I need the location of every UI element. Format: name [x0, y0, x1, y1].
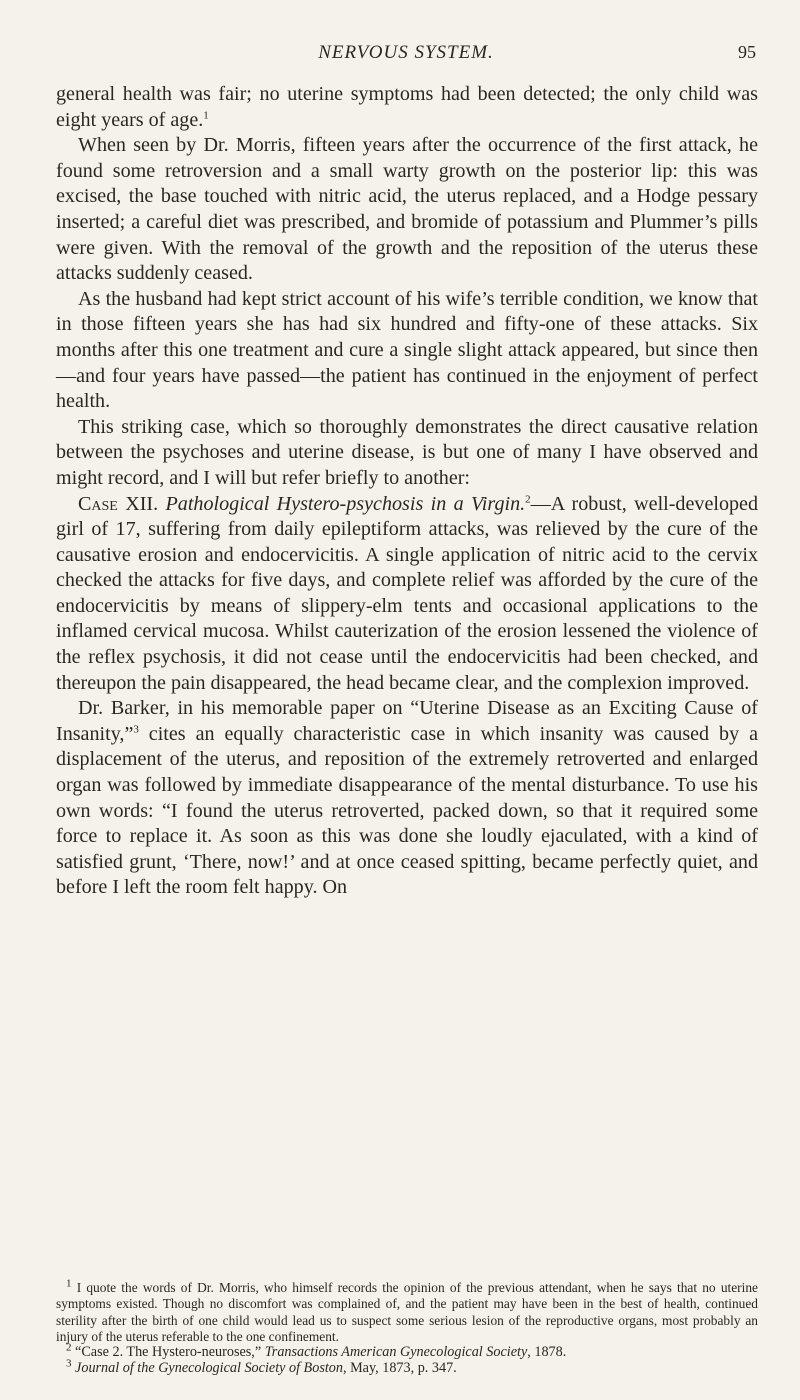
- footnote-1: [56, 1277, 758, 1345]
- case-text: —A robust, well-developed girl of 17, suffering from daily epileptiform attacks, was relieved by the cure of the causative erosion and endocervicitis. A single application of nitric acid to the cervix checked the attacks for five days, and complete relief was afforded by the cure of the endocervicitis by means of slippery-elm tents and occasional applications to the inflamed cervical mucosa. Whilst cauterization of the erosion lessened the violence of the reflex psychosis, it did not cease until the endocervicitis had been checked, and thereupon the pain disappeared, the head became clear, and the complexion improved.: [56, 492, 759, 694]
- footnote-3: [56, 1357, 758, 1377]
- running-title: NERVOUS SYSTEM.: [318, 42, 494, 63]
- paragraph-2: When seen by Dr. Morris, fifteen years after the occurrence of the first attack, he found some retroversion and a small warty growth on the posterior lip: this was excised, the base touched with nitric acid, the uterus replaced, and a Hodge pessary inserted; a careful diet was prescribed, and bromide of potassium and Plummer’s pills were given. With the removal of the growth and the reposition of the uterus these attacks suddenly ceased.: [56, 134, 758, 285]
- running-head: [56, 40, 756, 68]
- footnote-1-text: I quote the words of Dr. Morris, who himself records the opinion of the previous attendant, when he says that no uterine symptoms existed. Though no discomfort was complained of, and the patient may have been in the best of health, continued sterility after the birth of one child would lead us to suspect some serious lesion of the reproductive organs, most probably an injury of the uterus referable to the one confinement.: [56, 1280, 758, 1344]
- footnote-2-text-b: , 1878.: [527, 1344, 567, 1361]
- paragraph-1-text: general health was fair; no uterine symptoms had been detected; the only child was eight years of age.: [56, 83, 758, 131]
- paragraph-barker-text-a: Dr. Barker, in his memorable paper on “Uterine Disease as an Exciting Cause of Insanity,”: [56, 697, 758, 745]
- paragraph-3: As the husband had kept strict account of his wife’s terrible condition, we know that in those fifteen years she has had six hundred and fifty-one of these attacks. Six months after this one treatment and cure a single slight attack appeared, but since then—and four years have passed—the patient has continued in the enjoyment of perfect health.: [56, 287, 758, 413]
- footnote-3-mark: 3: [66, 1357, 72, 1370]
- footnote-ref-2: 2: [525, 492, 531, 505]
- paragraph-4: This striking case, which so thoroughly demonstrates the direct causative relation between the psychoses and uterine disease, is but one of many I have observed and might record, and I will but refer briefly to another:: [56, 415, 758, 489]
- footnote-ref-3: 3: [133, 723, 139, 736]
- case-label: Case XII.: [78, 492, 159, 515]
- paragraph-barker: [56, 696, 758, 901]
- footnote-2-journal: Transactions American Gynecological Society: [264, 1344, 528, 1361]
- footnote-1-mark: 1: [66, 1277, 72, 1290]
- paragraph-1: [56, 82, 758, 133]
- footnote-2: [56, 1341, 758, 1361]
- footnote-2-text-a: “Case 2. The Hystero-neuroses,”: [75, 1344, 265, 1361]
- footnote-3-text-b: , May, 1873, p. 347.: [342, 1359, 457, 1376]
- page-number: 95: [738, 42, 756, 62]
- footnote-ref-1: 1: [203, 108, 209, 121]
- footnote-2-mark: 2: [66, 1341, 72, 1354]
- paragraph-barker-text-b: cites an equally characteristic case in which insanity was caused by a displacement of the uterus, and reposition of the extremely retroverted and enlarged organ was followed by immediate disappearance of the mental disturbance. To use his own words: “I found the uterus retroverted, packed down, so that it required some force to replace it. As soon as this was done she loudly ejaculated, with a kind of satisfied grunt, ‘There, now!’ and at once ceased spitting, became perfectly quiet, and before I left the room felt happy. On: [56, 722, 758, 899]
- paragraph-case-xii: [56, 492, 758, 697]
- footnotes: [56, 1277, 758, 1377]
- footnote-3-journal: Journal of the Gynecological Society of Boston: [75, 1359, 343, 1376]
- case-title: Pathological Hystero-psychosis in a Virgin.: [165, 492, 526, 515]
- body-text: [56, 82, 758, 901]
